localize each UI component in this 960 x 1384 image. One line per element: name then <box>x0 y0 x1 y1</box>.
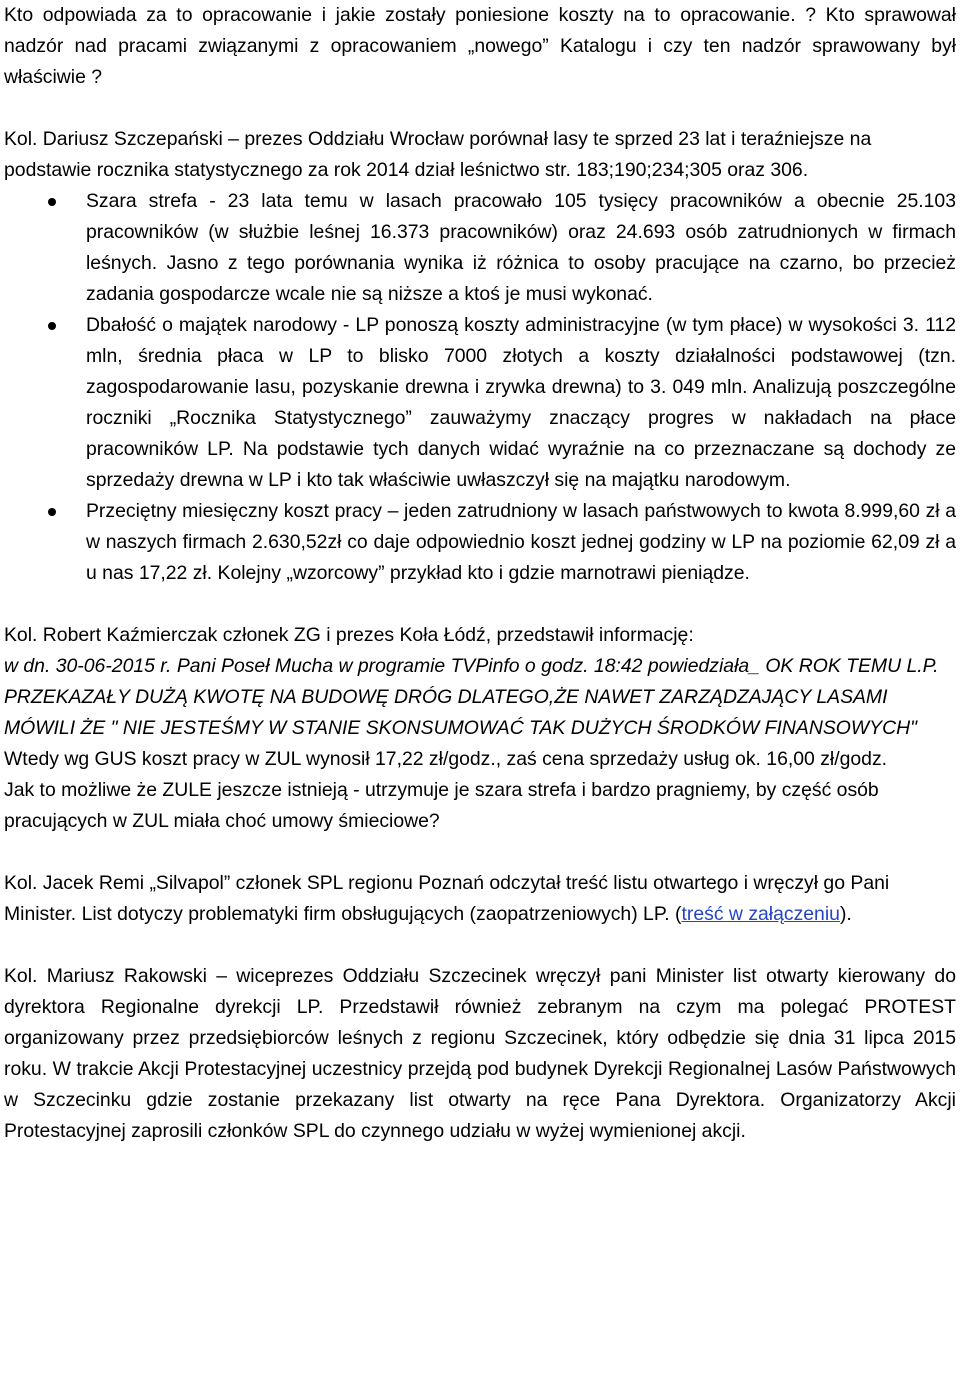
jacek-text: Kol. Jacek Remi „Silvapol” członek SPL regionu Poznań odczytał treść listu otwartego i wręczył go Pani Minister. List dotyczy problematyki firm obsługujących (zaopatrzeniowych) LP. ( <box>4 872 890 925</box>
robert-gus: Wtedy wg GUS koszt pracy w ZUL wynosił 17,22 zł/godz., zaś cena sprzedaży usług ok. 16,00 zł/godz. <box>4 748 888 770</box>
attachment-link[interactable]: treść w załączeniu <box>681 903 840 925</box>
jacek-tail: ). <box>839 903 852 925</box>
dariusz-bullet-list <box>4 186 956 589</box>
bullet-item-labor-cost <box>4 496 956 589</box>
bullet-icon <box>48 198 56 206</box>
dariusz-intro: Kol. Dariusz Szczepański – prezes Oddziału Wrocław porównał lasy te sprzed 23 lat i teraźniejsze na podstawie rocznika statystycznego za rok 2014 dział leśnictwo str. 183;190;234;305 oraz 306. <box>4 128 872 181</box>
bullet-icon <box>48 508 56 516</box>
spacer <box>4 93 956 124</box>
bullet-text: Dbałość o majątek narodowy - LP ponoszą koszty administracyjne (w tym płace) w wysokości 3. 112 mln, średnia płaca w LP to blisko 7000 złotych a koszty działalności podstawowej (tzn. zagospodarowanie lasu, pozyskanie drewna i zrywka drewna) to 3. 049 mln. Analizują poszczególne roczniki „Rocznika Statystycznego” zauważymy znaczący progres w nakładach na płace pracowników LP. Na podstawie tych danych widać wyraźnie na co przeznaczane są dochody ze sprzedaży drewna w LP i kto tak właściwie uwłaszczył się na majątku narodowym. <box>86 314 956 491</box>
robert-intro: Kol. Robert Kaźmierczak członek ZG i prezes Koła Łódź, przedstawił informację: <box>4 624 694 646</box>
bullet-item-gray-zone <box>4 186 956 310</box>
robert-question: Jak to możliwe że ZULE jeszcze istnieją - utrzymuje je szara strefa i bardzo pragniemy, by część osób pracujących w ZUL miała choć umowy śmieciowe? <box>4 779 879 832</box>
spacer <box>4 837 956 868</box>
bullet-text: Przeciętny miesięczny koszt pracy – jeden zatrudniony w lasach państwowych to kwota 8.999,60 zł a w naszych firmach 2.630,52zł co daje odpowiednio koszt jednej godziny w LP na poziomie 62,09 zł a u nas 17,22 zł. Kolejny „wzorcowy” przykład kto i gdzie marnotrawi pieniądze. <box>86 500 956 584</box>
bullet-text: Szara strefa - 23 lata temu w lasach pracowało 105 tysięcy pracowników a obecnie 25.103 pracowników (w służbie leśnej 16.373 pracowników) oraz 24.693 osób zatrudnionych w firmach leśnych. Jasno z tego porównania wynika iż różnica to osoby pracujące na czarno, bo przecież zadania gospodarcze wcale nie są niższe a ktoś je musi wykonać. <box>86 190 956 305</box>
document-page <box>4 0 956 1147</box>
bullet-icon <box>48 322 56 330</box>
intro-paragraph: Kto odpowiada za to opracowanie i jakie zostały poniesione koszty na to opracowanie. ? Kto sprawował nadzór nad pracami związanymi z opracowaniem „nowego” Katalogu i czy ten nadzór sprawowany był właściwie ? <box>4 4 956 88</box>
robert-quote: w dn. 30-06-2015 r. Pani Poseł Mucha w programie TVPinfo o godz. 18:42 powiedziała_ OK ROK TEMU L.P. PRZEKAZAŁY DUŻĄ KWOTĘ NA BUDOWĘ DRÓG DLATEGO,ŻE NAWET ZARZĄDZAJĄCY LASAMI MÓWILI ŻE " NIE JESTEŚMY W STANIE SKONSUMOWAĆ TAK DUŻYCH ŚRODKÓW FINANSOWYCH" <box>4 655 939 739</box>
jacek-paragraph <box>4 868 956 930</box>
spacer <box>4 589 956 620</box>
bullet-item-national-assets <box>4 310 956 496</box>
spacer <box>4 930 956 961</box>
mariusz-paragraph: Kol. Mariusz Rakowski – wiceprezes Oddziału Szczecinek wręczył pani Minister list otwarty kierowany do dyrektora Regionalne dyrekcji LP. Przedstawił również zebranym na czym ma polegać PROTEST organizowany przez przedsiębiorców leśnych z regionu Szczecinek, który odbędzie się dnia 31 lipca 2015 roku. W trakcie Akcji Protestacyjnej uczestnicy przejdą pod budynek Dyrekcji Regionalnej Lasów Państwowych w Szczecinku gdzie zostanie przekazany list otwarty na ręce Pana Dyrektora. Organizatorzy Akcji Protestacyjnej zaprosili członków SPL do czynnego udziału w wyżej wymienionej akcji. <box>4 965 956 1142</box>
